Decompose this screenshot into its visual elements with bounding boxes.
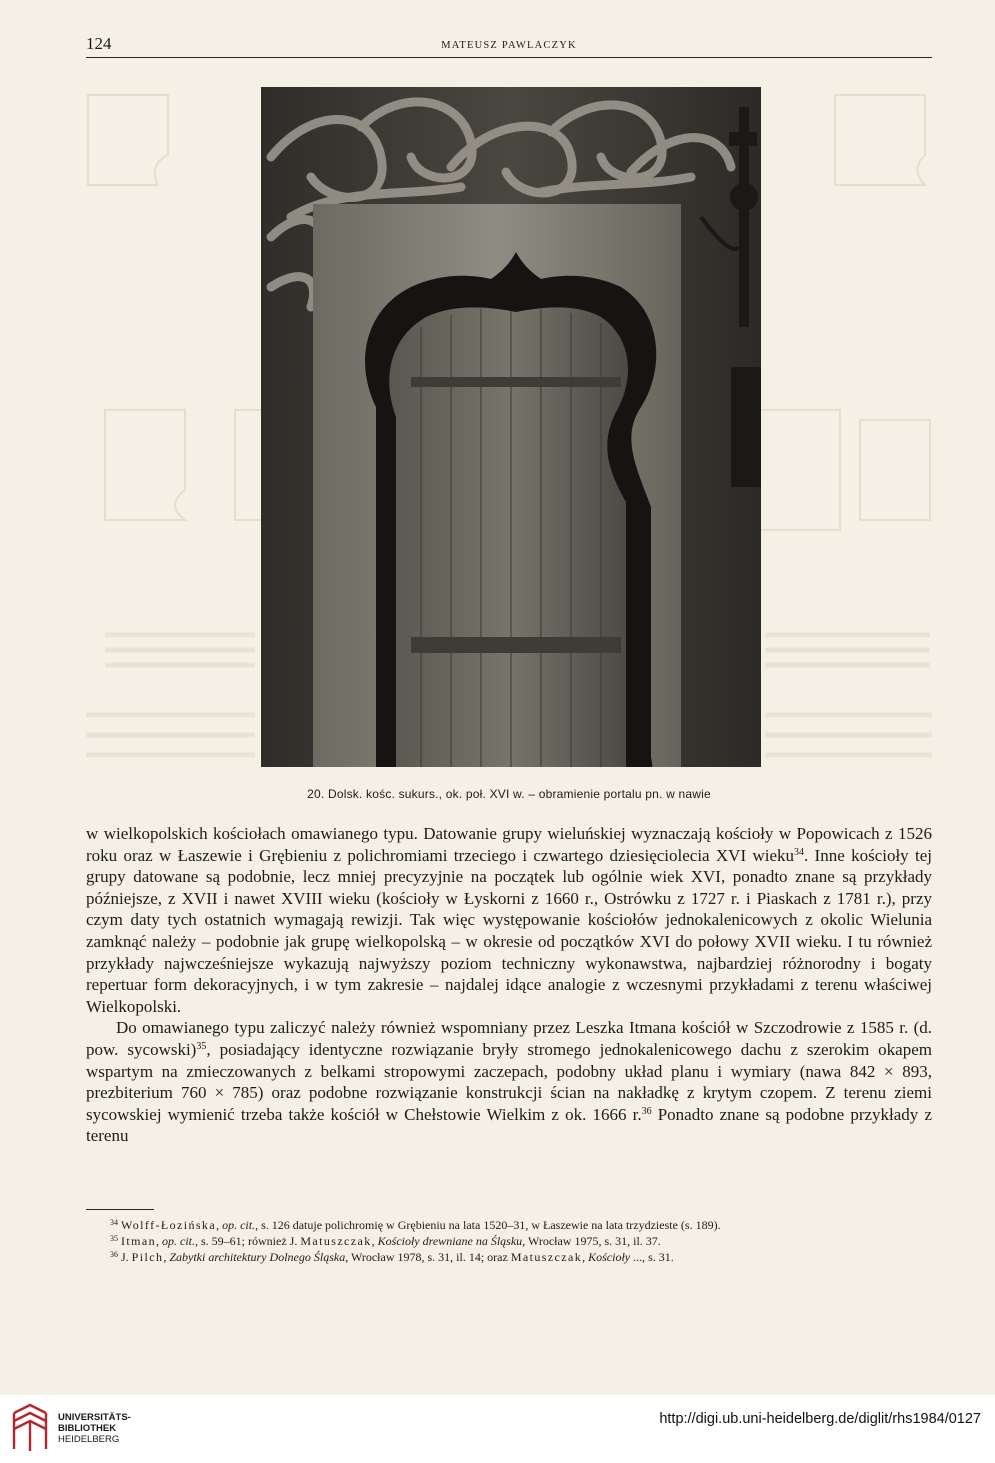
digital-library-url-link[interactable]: http://digi.ub.uni-heidelberg.de/diglit/rhs1984/0127: [659, 1411, 981, 1427]
library-name[interactable]: UNIVERSITÄTS- BIBLIOTHEK HEIDELBERG: [58, 1412, 131, 1445]
footnote-ref-36[interactable]: 36: [641, 1105, 652, 1117]
page-number: 124: [86, 34, 112, 53]
university-library-logo-icon[interactable]: [10, 1403, 50, 1453]
body-text: [86, 823, 932, 1147]
footnote-35: $^{35}$ Itman, op. cit., s. 59–61; również J. Matuszczak, Kościoły drewniane na Śląsku, Wrocław 1975, s. 31, il. 37.: [110, 1234, 661, 1248]
figure-caption: 20. Dolsk. kośc. sukurs., ok. poł. XVI w. – obramienie portalu pn. w nawie: [307, 787, 711, 801]
portal-photo-illustration: [261, 87, 761, 767]
portal-photograph: [261, 87, 761, 767]
footnote-rule: [86, 1209, 154, 1210]
footnote-ref-34[interactable]: 34: [793, 846, 804, 858]
footnotes: [86, 1217, 932, 1265]
footnote-36: $^{36}$ J. Pilch, Zabytki architektury Dolnego Śląska, Wrocław 1978, s. 31, il. 14; oraz Matuszczak, Kościoły ..., s. 31.: [110, 1250, 674, 1264]
library-footer: [0, 1395, 995, 1463]
footnote-ref-35[interactable]: 35: [196, 1040, 207, 1052]
running-head: [86, 30, 932, 60]
paragraph-1: w wielkopolskich kościołach omawianego typu. Datowanie grupy wieluńskiej wyznaczają kościoły w Popowicach z 1526 roku oraz w Łaszewie i Grębieniu z polichromiami trzeciego i czwartego dziesięciolecia XVI wieku$^{34}$. Inne kościoły tej grupy datowane są podobnie, lecz mniej precyzyjnie na początek lub ogólnie wiek XVI, ponadto znane są przykłady późniejsze, z XVII i nawet XVIII wieku (kościoły w Łyskorni z 1660 r., Ostrówku z 1727 r. i Piaskach z 1781 r.), przy czym daty tych ostatnich wymagają rewizji. Tak więc występowanie kościołów jednokalenicowych z okolic Wielunia zamknąć należy – podobnie jak grupę wielkopolską – w okresie od początków XVI do połowy XVII wieku. I tu również przykłady najwcześniejsze wykazują najwyższy poziom techniczny wykonawstwa, najbardziej różnorodny i bogaty repertuar form dekoracyjnych, i w tym zakresie – najdalej idące analogie z wczesnymi przykładami z terenu właściwej Wielkopolski.: [86, 824, 932, 1016]
paragraph-2: Do omawianego typu zaliczyć należy również wspomniany przez Leszka Itmana kościół w Szczodrowie z 1585 r. (d. pow. sycowski)$^{35}$, posiadający identyczne rozwiązanie bryły stromego jednokalenicowego dachu z szerokim okapem wspartym na zmieczowanych z belkami stropowymi zaczepach, podobny układ planu i wymiary (nawa 842 × 893, prezbiterium 760 × 785) oraz podobne rozwiązanie konstrukcji ścian na nakładkę z krytym czopem. Z terenu ziemi sycowskiej wymienić trzeba także kościół w Chełstowie Wielkim z ok. 1666 r.$^{36}$ Ponadto znane są podobne przykłady z terenu: [86, 1018, 932, 1146]
header-rule: [86, 57, 932, 58]
footnote-34: $^{34}$ Wolff-Łozińska, op. cit., s. 126 datuje polichromię w Grębieniu na lata 1520–31, w Łaszewie na lata trzydzieste (s. 189).: [110, 1218, 721, 1232]
running-title: MATEUSZ PAWLACZYK: [441, 40, 577, 51]
